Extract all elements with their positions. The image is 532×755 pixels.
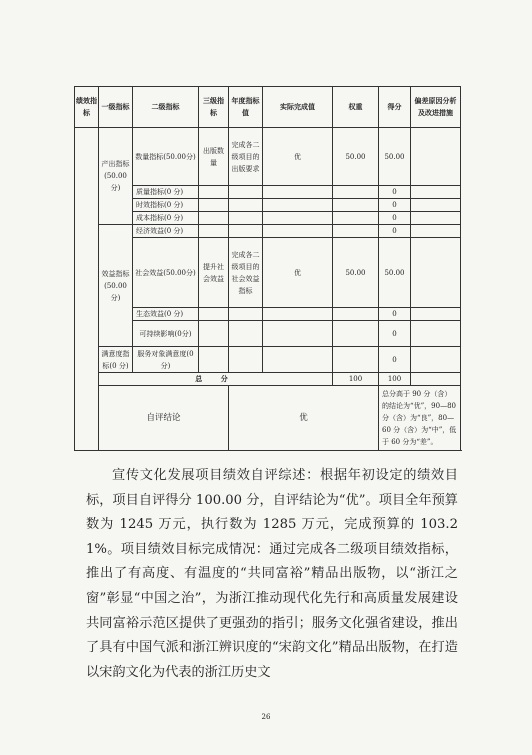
weight-social: 50.00 (333, 238, 379, 308)
deviation-cell (411, 128, 461, 186)
score-sustainable: 0 (379, 321, 411, 347)
score-ecological: 0 (379, 308, 411, 321)
level3-social: 提升社会效益 (199, 238, 229, 308)
conclusion-value: 优 (229, 386, 379, 451)
indicator-blank-cell (75, 128, 99, 451)
level2-social: 社会效益(50.00分) (133, 238, 199, 308)
conclusion-label: 自评结论 (99, 386, 229, 451)
performance-table (74, 86, 461, 451)
actual-quantity: 优 (263, 128, 333, 186)
total-label: 总 分 (99, 373, 333, 386)
header-performance-indicator: 绩效指标 (75, 87, 99, 128)
target-quantity: 完成各二级项目的出版要求 (229, 128, 263, 186)
header-annual-target: 年度指标值 (229, 87, 263, 128)
table-row (75, 347, 461, 373)
level1-benefit: 效益指标(50.00分) (99, 225, 133, 347)
table-row (75, 128, 461, 186)
summary-paragraph: 宣传文化发展项目绩效自评综述：根据年初设定的绩效目标，项目自评得分 100.00 分，自评结论为“优”。项目全年预算数为 1245 万元，执行数为 1285 万元，完成预算的 103.21%。项目绩效目标完成情况：通过完成各二级项目绩效指标，推出了有高度、有温度的“共同富裕”精品出版物，以“浙江之窗”彰显“中国之治”，为浙江推动现代化先行和高质量发展建设共同富裕示范区提供了更强劲的指引；服务文化强省建设，推出了具有中国气派和浙江辨识度的“宋韵文化”精品出版物，在打造以宋韵文化为代表的浙江历史文 (86, 468, 458, 680)
table-header-row (75, 87, 461, 128)
header-level2: 二级指标 (133, 87, 199, 128)
score-quality: 0 (379, 186, 411, 199)
header-level1: 一级指标 (99, 87, 133, 128)
level1-output: 产出指标(50.00分) (99, 128, 133, 225)
level2-sustainable: 可持续影响(0分) (133, 321, 199, 347)
header-weight: 权重 (333, 87, 379, 128)
page-number: 26 (261, 713, 271, 721)
score-cost: 0 (379, 212, 411, 225)
score-economic: 0 (379, 225, 411, 238)
level1-satisfaction: 满意度指标(0 分) (99, 347, 133, 373)
level2-quantity: 数量指标(50.00分) (133, 128, 199, 186)
target-social: 完成各二级项目的社会效益指标 (229, 238, 263, 308)
level3-quantity: 出版数量 (199, 128, 229, 186)
table-row (75, 225, 461, 238)
conclusion-row (75, 386, 461, 451)
table-row (75, 238, 461, 308)
table-row (75, 186, 461, 199)
table-row (75, 199, 461, 212)
header-score: 得分 (379, 87, 411, 128)
conclusion-note: 总分高于 90 分（含）的结论为“优”，90—80 分（含）为“良”，80—60 分（含）为“中”，低于 60 分为“差”。 (379, 386, 461, 451)
total-weight: 100 (333, 373, 379, 386)
actual-social: 优 (263, 238, 333, 308)
weight-quantity: 50.00 (333, 128, 379, 186)
level2-cost: 成本指标(0 分) (133, 212, 199, 225)
header-actual: 实际完成值 (263, 87, 333, 128)
table-row (75, 308, 461, 321)
total-score: 100 (379, 373, 411, 386)
total-row (75, 373, 461, 386)
level2-timeliness: 时效指标(0 分) (133, 199, 199, 212)
level2-satisfaction: 服务对象满意度(0 分) (133, 347, 199, 373)
score-social: 50.00 (379, 238, 411, 308)
level2-ecological: 生态效益(0 分) (133, 308, 199, 321)
table-row (75, 321, 461, 347)
score-quantity: 50.00 (379, 128, 411, 186)
score-satisfaction: 0 (379, 347, 411, 373)
score-timeliness: 0 (379, 199, 411, 212)
level2-quality: 质量指标(0 分) (133, 186, 199, 199)
level2-economic: 经济效益(0 分) (133, 225, 199, 238)
header-deviation: 偏差原因分析及改进措施 (411, 87, 461, 128)
table-row (75, 212, 461, 225)
header-level3: 三级指标 (199, 87, 229, 128)
